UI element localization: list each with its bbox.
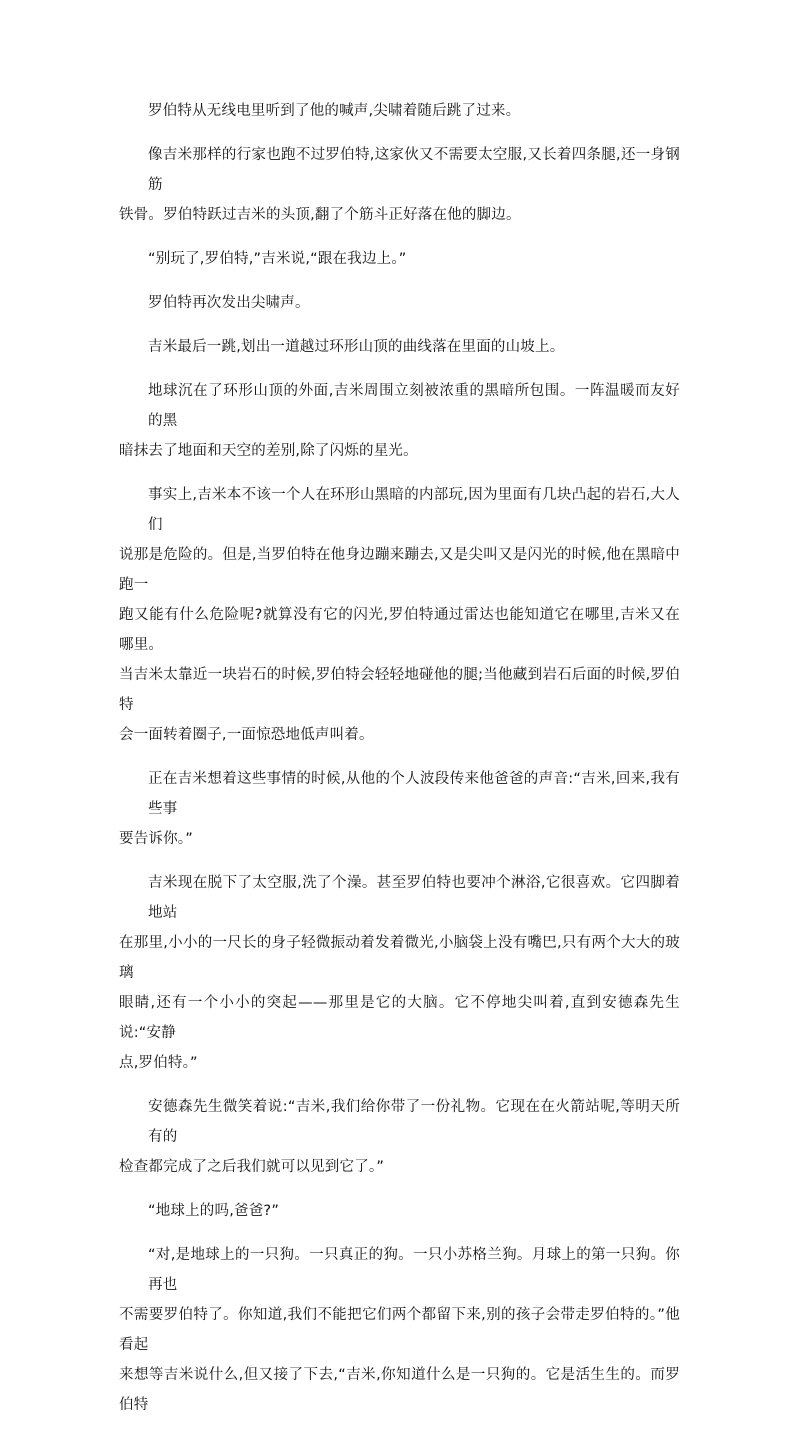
paragraph bbox=[119, 764, 680, 854]
paragraph bbox=[119, 140, 680, 230]
paragraph bbox=[119, 244, 680, 274]
text-line: 眼睛,还有一个小小的突起——那里是它的大脑。它不停地尖叫着,直到安德森先生说:“安静 bbox=[119, 995, 680, 1041]
text-line: 要告诉你。” bbox=[119, 831, 193, 847]
paragraph bbox=[119, 868, 680, 1078]
text-line: “别玩了,罗伯特,”吉米说,“跟在我边上。” bbox=[148, 251, 407, 267]
text-line: 来想等吉米说什么,但又接了下去,“吉米,你知道什么是一只狗的。它是活生生的。而罗伯特 bbox=[119, 1367, 680, 1413]
text-line: 吉米最后一跳,划出一道越过环形山顶的曲线落在里面的山坡上。 bbox=[148, 339, 565, 355]
text-line: 地球沉在了环形山顶的外面,吉米周围立刻被浓重的黑暗所包围。一阵温暖而友好的黑 bbox=[148, 383, 680, 429]
text-line: 暗抹去了地面和天空的差别,除了闪烁的星光。 bbox=[119, 443, 418, 459]
paragraph bbox=[119, 332, 680, 362]
text-line: 罗伯特从无线电里听到了他的喊声,尖啸着随后跳了过来。 bbox=[148, 103, 521, 119]
paragraph bbox=[119, 1240, 680, 1420]
paragraph bbox=[119, 376, 680, 466]
text-line: 铁骨。罗伯特跃过吉米的头顶,翻了个筋斗正好落在他的脚边。 bbox=[119, 207, 521, 223]
document-body bbox=[119, 96, 680, 1434]
paragraph bbox=[119, 96, 680, 126]
paragraph bbox=[119, 1092, 680, 1182]
text-line: 检查都完成了之后我们就可以见到它了。” bbox=[119, 1159, 385, 1175]
text-line: 点,罗伯特。” bbox=[119, 1055, 198, 1071]
text-line: 会一面转着圈子,一面惊恐地低声叫着。 bbox=[119, 727, 374, 743]
paragraph bbox=[119, 288, 680, 318]
text-line: 吉米现在脱下了太空服,洗了个澡。甚至罗伯特也要冲个淋浴,它很喜欢。它四脚着地站 bbox=[148, 875, 680, 921]
text-line: 说那是危险的。但是,当罗伯特在他身边蹦来蹦去,又是尖叫又是闪光的时候,他在黑暗中跑一 bbox=[119, 547, 680, 593]
text-line: “地球上的吗,爸爸?” bbox=[148, 1203, 280, 1219]
text-line: 正在吉米想着这些事情的时候,从他的个人波段传来他爸爸的声音:“吉米,回来,我有些事 bbox=[148, 771, 680, 817]
text-line: 像吉米那样的行家也跑不过罗伯特,这家伙又不需要太空服,又长着四条腿,还一身钢筋 bbox=[148, 147, 680, 193]
paragraph bbox=[119, 1196, 680, 1226]
text-line: 不需要罗伯特了。你知道,我们不能把它们两个都留下来,别的孩子会带走罗伯特的。”他看起 bbox=[119, 1307, 680, 1353]
text-line: 在那里,小小的一尺长的身子轻微振动着发着微光,小脑袋上没有嘴巴,只有两个大大的玻璃 bbox=[119, 935, 680, 981]
paragraph bbox=[119, 480, 680, 750]
text-line: 跑又能有什么危险呢?就算没有它的闪光,罗伯特通过雷达也能知道它在哪里,吉米又在哪里。 bbox=[119, 607, 680, 653]
text-line: 当吉米太靠近一块岩石的时候,罗伯特会轻轻地碰他的腿;当他藏到岩石后面的时候,罗伯特 bbox=[119, 667, 680, 713]
text-line: 安德森先生微笑着说:“吉米,我们给你带了一份礼物。它现在在火箭站呢,等明天所有的 bbox=[148, 1099, 680, 1145]
text-line: “对,是地球上的一只狗。一只真正的狗。一只小苏格兰狗。月球上的第一只狗。你再也 bbox=[148, 1247, 680, 1293]
text-line: 罗伯特再次发出尖啸声。 bbox=[148, 295, 310, 311]
text-line: 事实上,吉米本不该一个人在环形山黑暗的内部玩,因为里面有几块凸起的岩石,大人们 bbox=[148, 487, 680, 533]
